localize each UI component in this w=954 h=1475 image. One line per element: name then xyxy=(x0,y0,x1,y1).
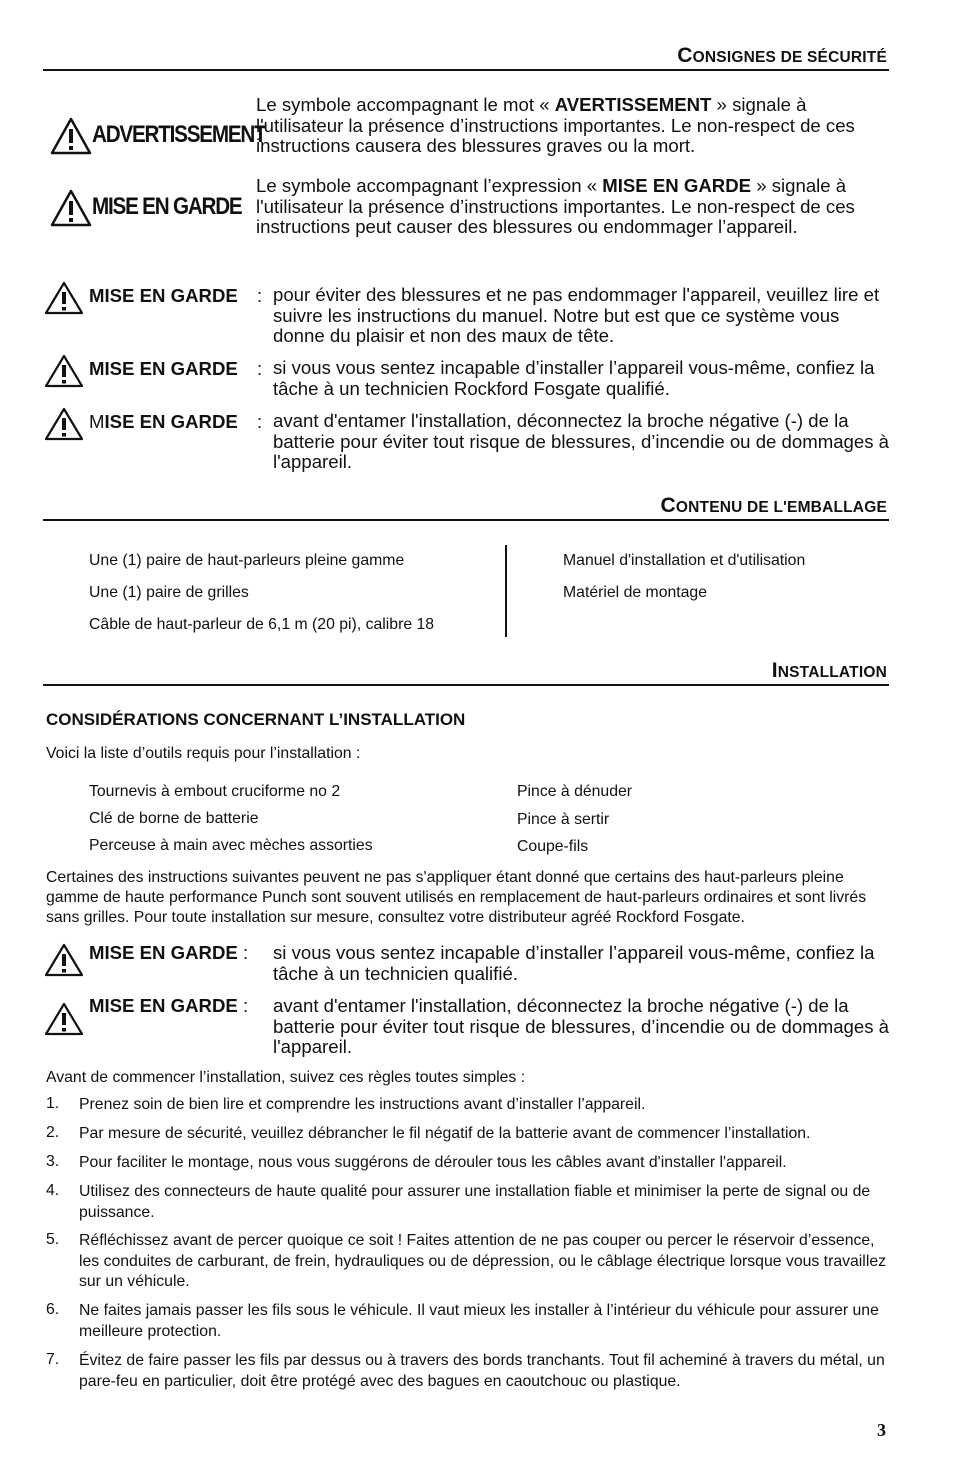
rule-text: Prenez soin de bien lire et comprendre les instructions avant d’installer l’appareil. xyxy=(79,1096,646,1113)
rule-text: Évitez de faire passer les fils par dessus ou à travers des bords tranchants. Tout fil acheminé à travers du métal, un pare-feu en particulier, doit être protégé avec des bagues en caoutchouc ou plastique. xyxy=(79,1352,885,1390)
rule-text: Réfléchissez avant de percer quoique ce soit ! Faites attention de ne pas couper ou percer le réservoir d’essence, les conduites de carburant, de frein, hydrauliques ou de dépression, ou le câblage électrique lorsque vous travaillez sur un véhicule. xyxy=(79,1232,887,1290)
package-item: Une (1) paire de haut-parleurs pleine gamme xyxy=(89,552,405,569)
rule-number: 7. xyxy=(46,1351,60,1368)
tools-intro: Voici la liste d’outils requis pour l’installation : xyxy=(46,745,361,762)
warning-colon: : xyxy=(257,411,263,432)
warning-triangle-icon xyxy=(44,354,84,388)
tool-item: Pince à dénuder xyxy=(517,783,633,800)
section-title-contents: CONTENU DE L'EMBALLAGE xyxy=(660,494,887,517)
rule-text: Pour faciliter le montage, nous vous suggérons de dérouler tous les câbles avant d'installer l'appareil. xyxy=(79,1154,787,1171)
tool-item: Clé de borne de batterie xyxy=(89,810,259,827)
installation-subheading: CONSIDÉRATIONS CONCERNANT L’INSTALLATION xyxy=(46,710,466,729)
rule-text: Utilisez des connecteurs de haute qualité pour assurer une installation fiable et minimiser la perte de signal ou de puissance. xyxy=(79,1183,871,1221)
column-divider xyxy=(505,545,507,637)
warning-label: MISE EN GARDE : xyxy=(89,995,249,1016)
warning-triangle-icon xyxy=(44,407,84,441)
section-rule xyxy=(43,69,889,71)
warning-text: si vous vous sentez incapable d’installer l’appareil vous-même, confiez la tâche à un technicien Rockford Fosgate qualifié. xyxy=(273,357,875,399)
tool-item: Coupe-fils xyxy=(517,838,589,855)
tool-item: Perceuse à main avec mèches assorties xyxy=(89,837,373,854)
page-number: 3 xyxy=(877,1420,886,1440)
warning-triangle-icon xyxy=(50,117,92,155)
rule-number: 3. xyxy=(46,1153,60,1170)
warning-triangle-icon xyxy=(44,281,84,315)
warning-label: MISE EN GARDE xyxy=(89,358,238,379)
rules-intro: Avant de commencer l’installation, suivez ces règles toutes simples : xyxy=(46,1069,526,1086)
warning-colon: : xyxy=(257,285,263,306)
section-title-safety: CONSIGNES DE SÉCURITÉ xyxy=(677,44,887,67)
package-item: Matériel de montage xyxy=(563,584,708,601)
rule-number: 1. xyxy=(46,1095,60,1112)
warning-colon: : xyxy=(257,358,263,379)
package-item: Câble de haut-parleur de 6,1 m (20 pi), calibre 18 xyxy=(89,616,435,633)
warning-text: pour éviter des blessures et ne pas endommager l'appareil, veuillez lire et suivre les instructions du manuel. Notre but est que ce système vous donne du plaisir et non des maux de tête. xyxy=(273,284,880,346)
rule-number: 4. xyxy=(46,1182,60,1199)
tool-item: Pince à sertir xyxy=(517,811,610,828)
warning-triangle-icon xyxy=(44,943,84,977)
rule-text: Ne faites jamais passer les fils sous le véhicule. Il vaut mieux les installer à l’intérieur du véhicule pour assurer une meilleure protection. xyxy=(79,1302,879,1340)
installation-note: Certaines des instructions suivantes peuvent ne pas s'appliquer étant donné que certains des haut-parleurs pleine gamme de haute performance Punch sont souvent utilisés en remplacement de haut-parleurs ordinaires et sont livrés sans grilles. Pour toute installation sur mesure, consultez votre distributeur agréé Rockford Fosgate. xyxy=(46,869,867,926)
mise-en-garde-description: Le symbole accompagnant l’expression « MISE EN GARDE » signale à l'utilisateur la présence d’instructions importantes. Le non-respect de ces instructions peut causer des blessures ou endommager l’appareil. xyxy=(256,175,855,237)
section-title-installation: INSTALLATION xyxy=(771,659,887,682)
warning-label: MISE EN GARDE xyxy=(89,411,238,432)
section-rule xyxy=(43,684,889,686)
advertissement-description: Le symbole accompagnant le mot « AVERTISSEMENT » signale à l'utilisateur la présence d’instructions importantes. Le non-respect de ces instructions causera des blessures graves ou la mort. xyxy=(256,94,855,156)
package-item: Manuel d'installation et d'utilisation xyxy=(563,552,806,569)
tool-item: Tournevis à embout cruciforme no 2 xyxy=(89,783,341,800)
warning-triangle-icon xyxy=(50,189,92,227)
package-item: Une (1) paire de grilles xyxy=(89,584,249,601)
warning-text: avant d'entamer l'installation, déconnectez la broche négative (-) de la batterie pour éviter tout risque de blessures, d’incendie ou de dommages à l'appareil. xyxy=(273,995,890,1057)
rule-number: 6. xyxy=(46,1301,60,1318)
advertissement-label: ADVERTISSEMENT xyxy=(92,121,266,148)
section-rule xyxy=(43,519,889,521)
rule-text: Par mesure de sécurité, veuillez débrancher le fil négatif de la batterie avant de commencer l’installation. xyxy=(79,1125,811,1142)
warning-label: MISE EN GARDE xyxy=(89,285,238,306)
warning-text: si vous vous sentez incapable d’installer l’appareil vous-même, confiez la tâche à un technicien qualifié. xyxy=(273,942,875,984)
rule-number: 5. xyxy=(46,1231,60,1248)
rule-number: 2. xyxy=(46,1124,60,1141)
mise-en-garde-label: MISE EN GARDE xyxy=(92,193,242,220)
warning-label: MISE EN GARDE : xyxy=(89,942,249,963)
warning-triangle-icon xyxy=(44,1002,84,1036)
warning-text: avant d'entamer l'installation, déconnectez la broche négative (-) de la batterie pour éviter tout risque de blessures, d’incendie ou de dommages à l'appareil. xyxy=(273,410,890,472)
